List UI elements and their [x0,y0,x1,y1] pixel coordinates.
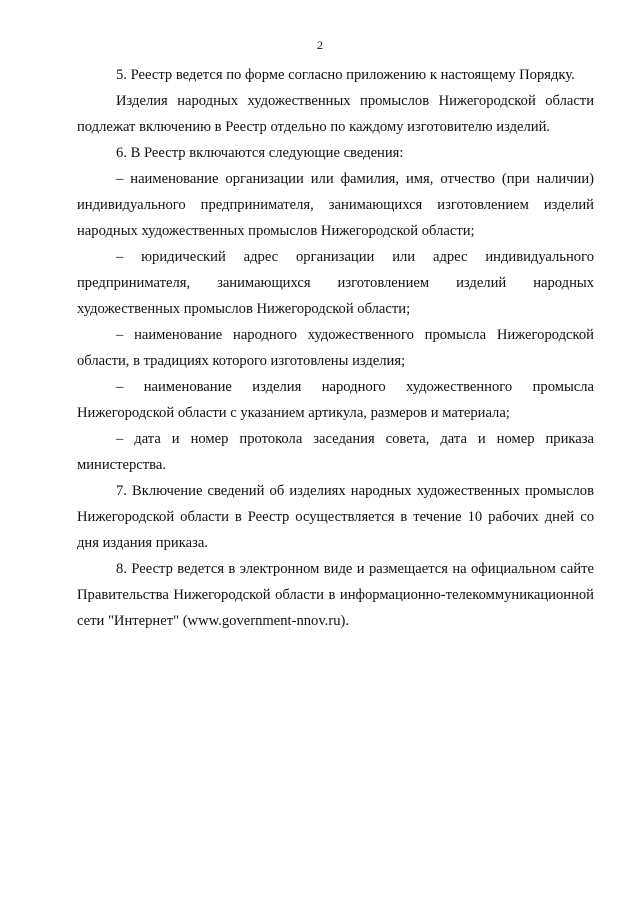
list-item-protocol-date: – дата и номер протокола заседания совета, дата и номер приказа министерства. [77,431,594,473]
paragraph-5: 5. Реестр ведется по форме согласно приложению к настоящему Порядку. [116,67,575,83]
paragraph-7: 7. Включение сведений об изделиях народных художественных промыслов Нижегородской области в Реестр осуществляется в течение 10 рабочих дней со дня издания приказа. [77,483,594,551]
document-body [77,62,594,634]
list-item-craft-name: – наименование народного художественного промысла Нижегородской области, в традициях которого изготовлены изделия; [77,327,594,369]
paragraph-8: 8. Реестр ведется в электронном виде и размещается на официальном сайте Правительства Нижегородской области в информационно-телекоммуникационной сети "Интернет" (www.government-nnov.ru). [77,561,594,629]
paragraph-products-inclusion: Изделия народных художественных промыслов Нижегородской области подлежат включению в Реестр отдельно по каждому изготовителю изделий. [77,93,594,135]
list-item-product-name: – наименование изделия народного художественного промысла Нижегородской области с указанием артикула, размеров и материала; [77,379,594,421]
paragraph-6: 6. В Реестр включаются следующие сведения: [116,145,404,161]
page-number: 2 [317,38,323,52]
list-item-legal-address: – юридический адрес организации или адрес индивидуального предпринимателя, занимающихся изготовлением изделий народных художественных промыслов Нижегородской области; [77,249,594,317]
list-item-organization-name: – наименование организации или фамилия, имя, отчество (при наличии) индивидуального предпринимателя, занимающихся изготовлением изделий народных художественных промыслов Нижегородской области; [77,171,594,239]
